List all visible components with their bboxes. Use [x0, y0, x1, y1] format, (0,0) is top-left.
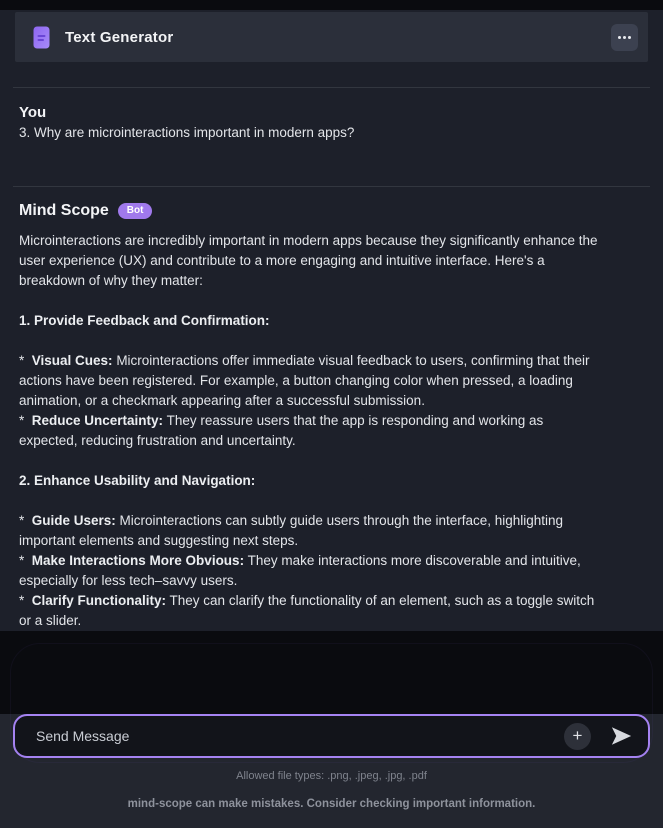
bot-paragraph: Microinteractions are incredibly important in modern apps because they significantly enhance the user experience (UX) and contribute to a more engaging and intuitive interface. Here's a breakdown of why they matter:: [19, 233, 598, 288]
plus-icon: +: [572, 725, 583, 745]
chat-header: [15, 12, 648, 62]
disclaimer-text: mind-scope can make mistakes. Consider checking important information.: [127, 798, 536, 810]
band-decoration: [10, 643, 653, 763]
bot-bullet-item: * Clarify Functionality: They can clarify the functionality of an element, such as a toggle switch or a slider.: [19, 593, 595, 628]
bot-bullet-item: * Make Interactions More Obvious: They make interactions more discoverable and intuitive, especially for less tech–savvy users.: [19, 553, 581, 588]
more-options-button[interactable]: [611, 24, 638, 51]
bot-author-row: [19, 201, 603, 221]
user-author: You: [19, 104, 47, 121]
user-message-text: 3. Why are microinteractions important in modern apps?: [19, 125, 355, 140]
bot-message: [0, 187, 663, 631]
bot-bullet-item: * Guide Users: Microinteractions can subtly guide users through the interface, highlighting important elements and suggesting next steps.: [19, 513, 564, 548]
ellipsis-icon: [618, 36, 631, 39]
bot-badge: Bot: [118, 203, 153, 219]
allowed-file-types-note: Allowed file types: .png, .jpeg, .jpg, .pdf: [236, 770, 427, 782]
bot-bullet-item: * Visual Cues: Microinteractions offer immediate visual feedback to users, confirming that their actions have been registered. For example, a button changing color when pressed, a loading animation, or a checkmark appearing after a successful submission.: [19, 353, 590, 408]
page-gap-band: [0, 631, 663, 698]
user-message: [0, 88, 663, 186]
bot-paragraph: 1. Provide Feedback and Confirmation:: [19, 313, 270, 328]
chat-panel: [0, 10, 663, 631]
bot-author: Mind Scope: [19, 202, 109, 219]
bot-paragraph: 2. Enhance Usability and Navigation:: [19, 473, 256, 488]
bot-bullet-item: * Reduce Uncertainty: They reassure users that the app is responding and working as expected, reducing frustration and uncertainty.: [19, 413, 544, 448]
bot-message-body: [19, 231, 603, 631]
document-icon: [33, 26, 50, 49]
page-title: Text Generator: [65, 28, 174, 46]
